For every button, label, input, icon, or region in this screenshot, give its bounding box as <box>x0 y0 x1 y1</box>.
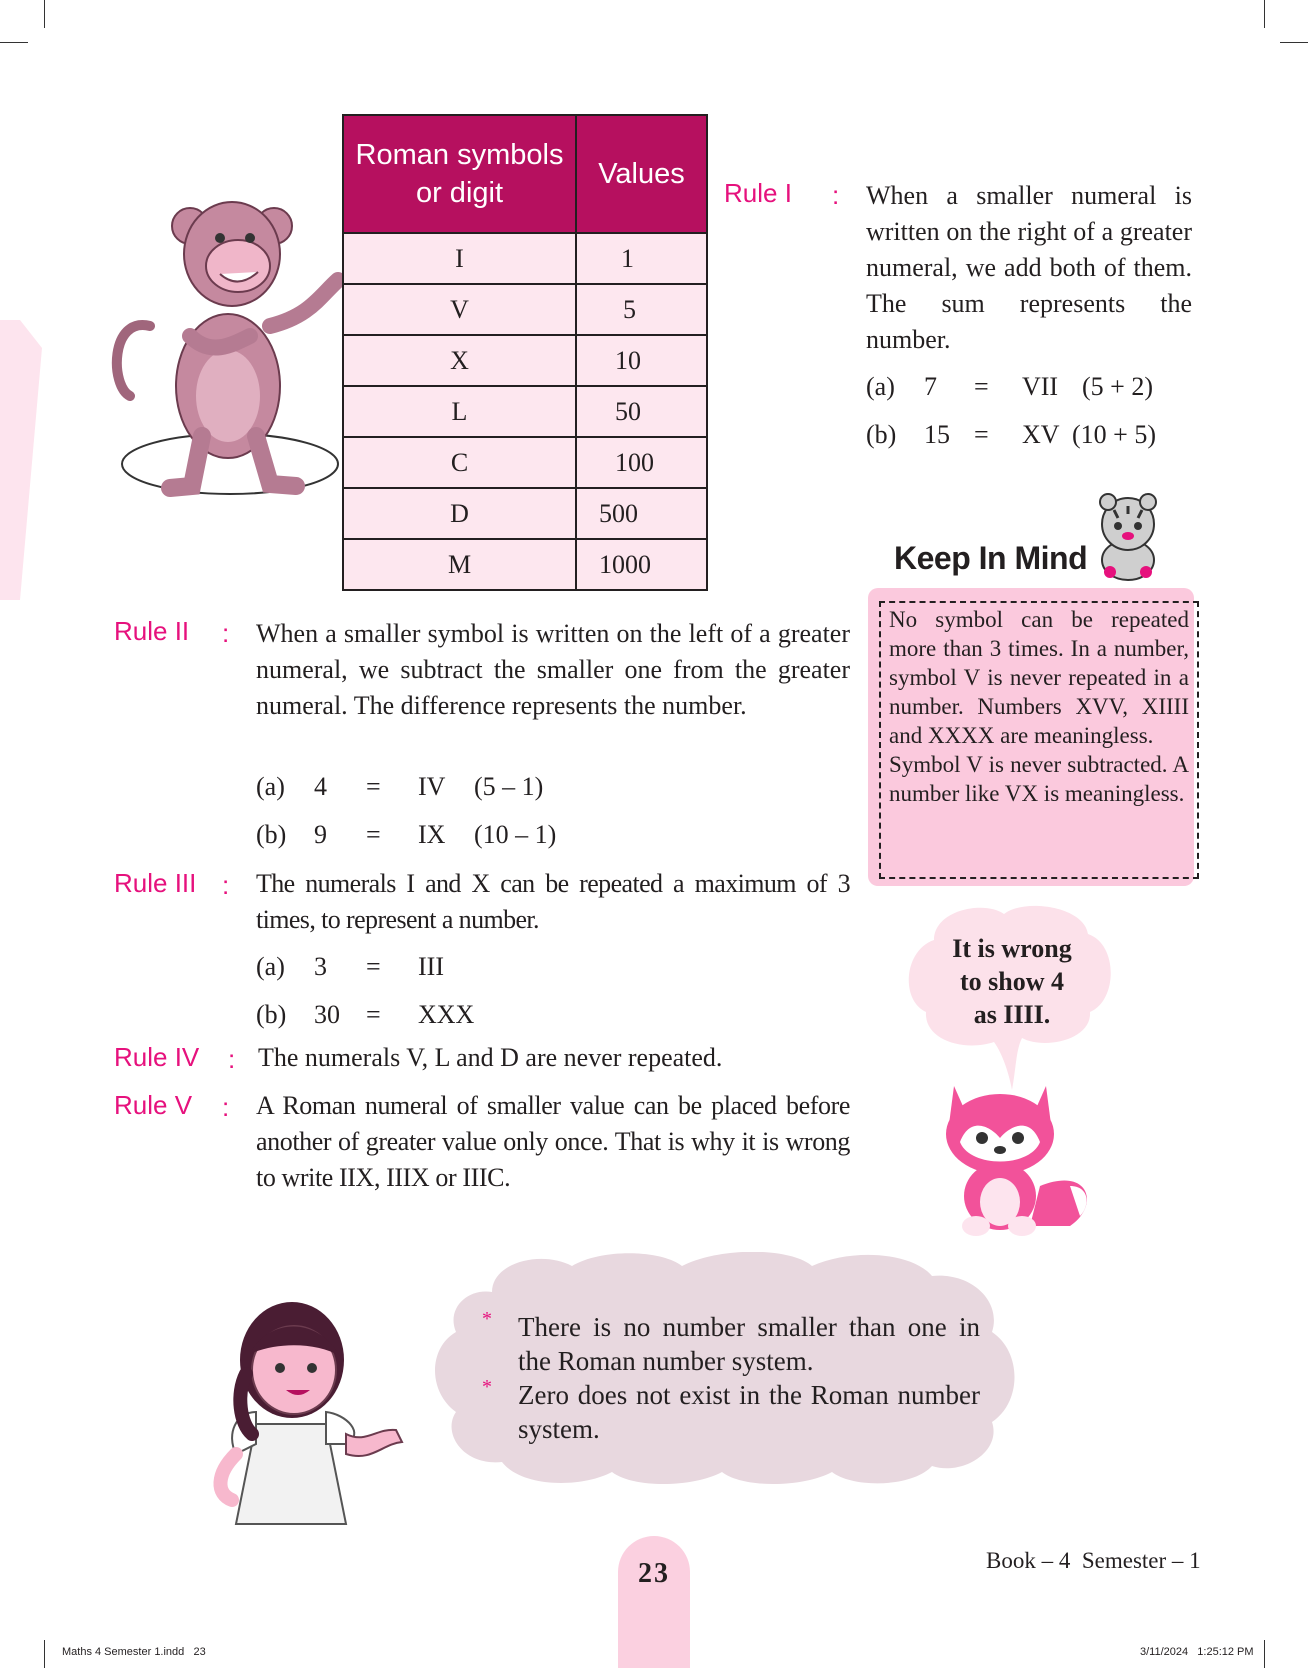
example-number: 15 <box>924 420 950 449</box>
page-number-tab <box>618 1536 690 1668</box>
example-expression: (5 + 2) <box>1082 372 1153 401</box>
cloud-note-1: There is no number smaller than one in the Roman number system. <box>518 1312 980 1376</box>
example-expression: (5 – 1) <box>474 772 544 801</box>
rule-4-label: Rule IV <box>114 1042 200 1072</box>
rule-2-text: When a smaller symbol is written on the left of a greater numeral, we subtract the smaller one from the greater numeral. The difference represents the number. <box>256 619 850 720</box>
girl-illustration <box>196 1294 410 1530</box>
keep-in-mind-content <box>879 601 1199 879</box>
rule-1-text: When a smaller numeral is written on the right of a greater numeral, we add both of them. The sum represents the number. <box>866 181 1192 354</box>
rule-1-example-b <box>866 420 1156 450</box>
crop-mark <box>1264 0 1265 28</box>
rule-4-text: The numerals V, L and D are never repeated. <box>258 1043 723 1072</box>
value-cell: 1000 <box>576 539 707 590</box>
rule-5-label: Rule V <box>114 1090 193 1120</box>
example-tag: (a) <box>256 772 285 801</box>
fox-cub-icon <box>930 1076 1100 1236</box>
cloud-note-2: Zero does not exist in the Roman number system. <box>518 1380 980 1444</box>
page-number: 23 <box>638 1558 670 1589</box>
value-cell: 500 <box>576 488 707 539</box>
speech-line: It is wrong <box>952 934 1072 963</box>
example-roman: IV <box>418 772 446 801</box>
rule-3-example-b <box>256 1000 474 1030</box>
example-expression: (10 – 1) <box>474 820 557 849</box>
example-equals: = <box>366 820 381 849</box>
header-line: or digit <box>415 177 504 209</box>
example-number: 3 <box>314 952 327 981</box>
speech-bubble-text <box>924 932 1100 1031</box>
example-equals: = <box>366 772 381 801</box>
example-number: 7 <box>924 372 937 401</box>
symbol-cell: V <box>343 284 576 335</box>
symbol-cell: M <box>343 539 576 590</box>
example-equals: = <box>366 1000 381 1029</box>
table-header-symbols <box>343 115 576 233</box>
table-row <box>343 488 707 539</box>
example-roman: XV <box>1022 420 1060 449</box>
roman-symbols-table <box>342 114 708 591</box>
rule-3-colon: : <box>222 870 230 900</box>
rule-1-label: Rule I <box>724 178 792 208</box>
tiger-cub-icon <box>1084 490 1170 582</box>
bullet-star: * <box>482 1308 492 1330</box>
bullet-star: * <box>482 1376 492 1398</box>
example-roman: IX <box>418 820 446 849</box>
example-number: 4 <box>314 772 327 801</box>
example-tag: (b) <box>256 1000 287 1029</box>
speech-line: as IIII. <box>973 1000 1051 1029</box>
book-info: Book – 4 Semester – 1 <box>986 1548 1201 1573</box>
crop-mark <box>44 0 45 28</box>
header-line: Roman symbols <box>355 139 564 171</box>
example-roman: III <box>418 952 444 981</box>
symbol-cell: I <box>343 233 576 284</box>
symbol-cell: X <box>343 335 576 386</box>
example-tag: (a) <box>256 952 285 981</box>
example-tag: (b) <box>256 820 287 849</box>
symbol-cell: D <box>343 488 576 539</box>
table-row <box>343 335 707 386</box>
monkey-illustration <box>110 196 360 516</box>
file-slug: Maths 4 Semester 1.indd 23 <box>62 1646 206 1658</box>
symbol-cell: C <box>343 437 576 488</box>
keep-in-mind-title: Keep In Mind <box>894 540 1088 576</box>
rule-1-colon: : <box>832 180 840 210</box>
rule-2-example-a <box>256 772 543 802</box>
value-cell: 1 <box>576 233 707 284</box>
example-expression: (10 + 5) <box>1072 420 1156 449</box>
crop-mark <box>0 42 28 43</box>
table-header-values: Values <box>576 115 707 233</box>
example-equals: = <box>366 952 381 981</box>
value-cell: 50 <box>576 386 707 437</box>
crop-mark <box>1264 1640 1265 1668</box>
example-roman: VII <box>1022 372 1059 401</box>
symbol-cell: L <box>343 386 576 437</box>
table-row <box>343 539 707 590</box>
crop-mark <box>1280 42 1308 43</box>
example-roman: XXX <box>418 1000 475 1029</box>
value-cell: 5 <box>576 284 707 335</box>
example-number: 9 <box>314 820 327 849</box>
rule-3-example-a <box>256 952 444 982</box>
rule-1-example-a <box>866 372 1153 402</box>
rule-2-example-b <box>256 820 556 850</box>
example-number: 30 <box>314 1000 340 1029</box>
rule-2-colon: : <box>222 618 230 648</box>
rule-5-text: A Roman numeral of smaller value can be placed before another of greater value only once. That is why it is wrong to write IIX, IIIX or IIIC. <box>256 1091 850 1192</box>
rule-3-label: Rule III <box>114 868 197 898</box>
table-row <box>343 233 707 284</box>
keep-in-mind-text-2: Symbol V is never subtracted. A number like VX is meaningless. <box>889 752 1189 806</box>
example-tag: (b) <box>866 420 897 449</box>
rule-3-text: The numerals I and X can be repeated a maximum of 3 times, to represent a number. <box>256 869 850 934</box>
table-row <box>343 437 707 488</box>
keep-in-mind-text-1: No symbol can be repeated more than 3 times. In a number, symbol V is never repeated in a number. Numbers XVV, XIIII and XXXX are meaningless. <box>889 607 1189 748</box>
rule-4-colon: : <box>228 1044 236 1074</box>
rule-5-colon: : <box>222 1092 230 1122</box>
rule-2-label: Rule II <box>114 616 190 646</box>
crop-mark <box>44 1640 45 1668</box>
value-cell: 100 <box>576 437 707 488</box>
table-row <box>343 284 707 335</box>
example-tag: (a) <box>866 372 895 401</box>
timestamp: 3/11/2024 1:25:12 PM <box>1140 1646 1254 1658</box>
value-cell: 10 <box>576 335 707 386</box>
example-equals: = <box>974 372 989 401</box>
table-row <box>343 386 707 437</box>
speech-line: to show 4 <box>959 967 1064 996</box>
example-equals: = <box>974 420 989 449</box>
page-edge-tab <box>0 320 44 600</box>
